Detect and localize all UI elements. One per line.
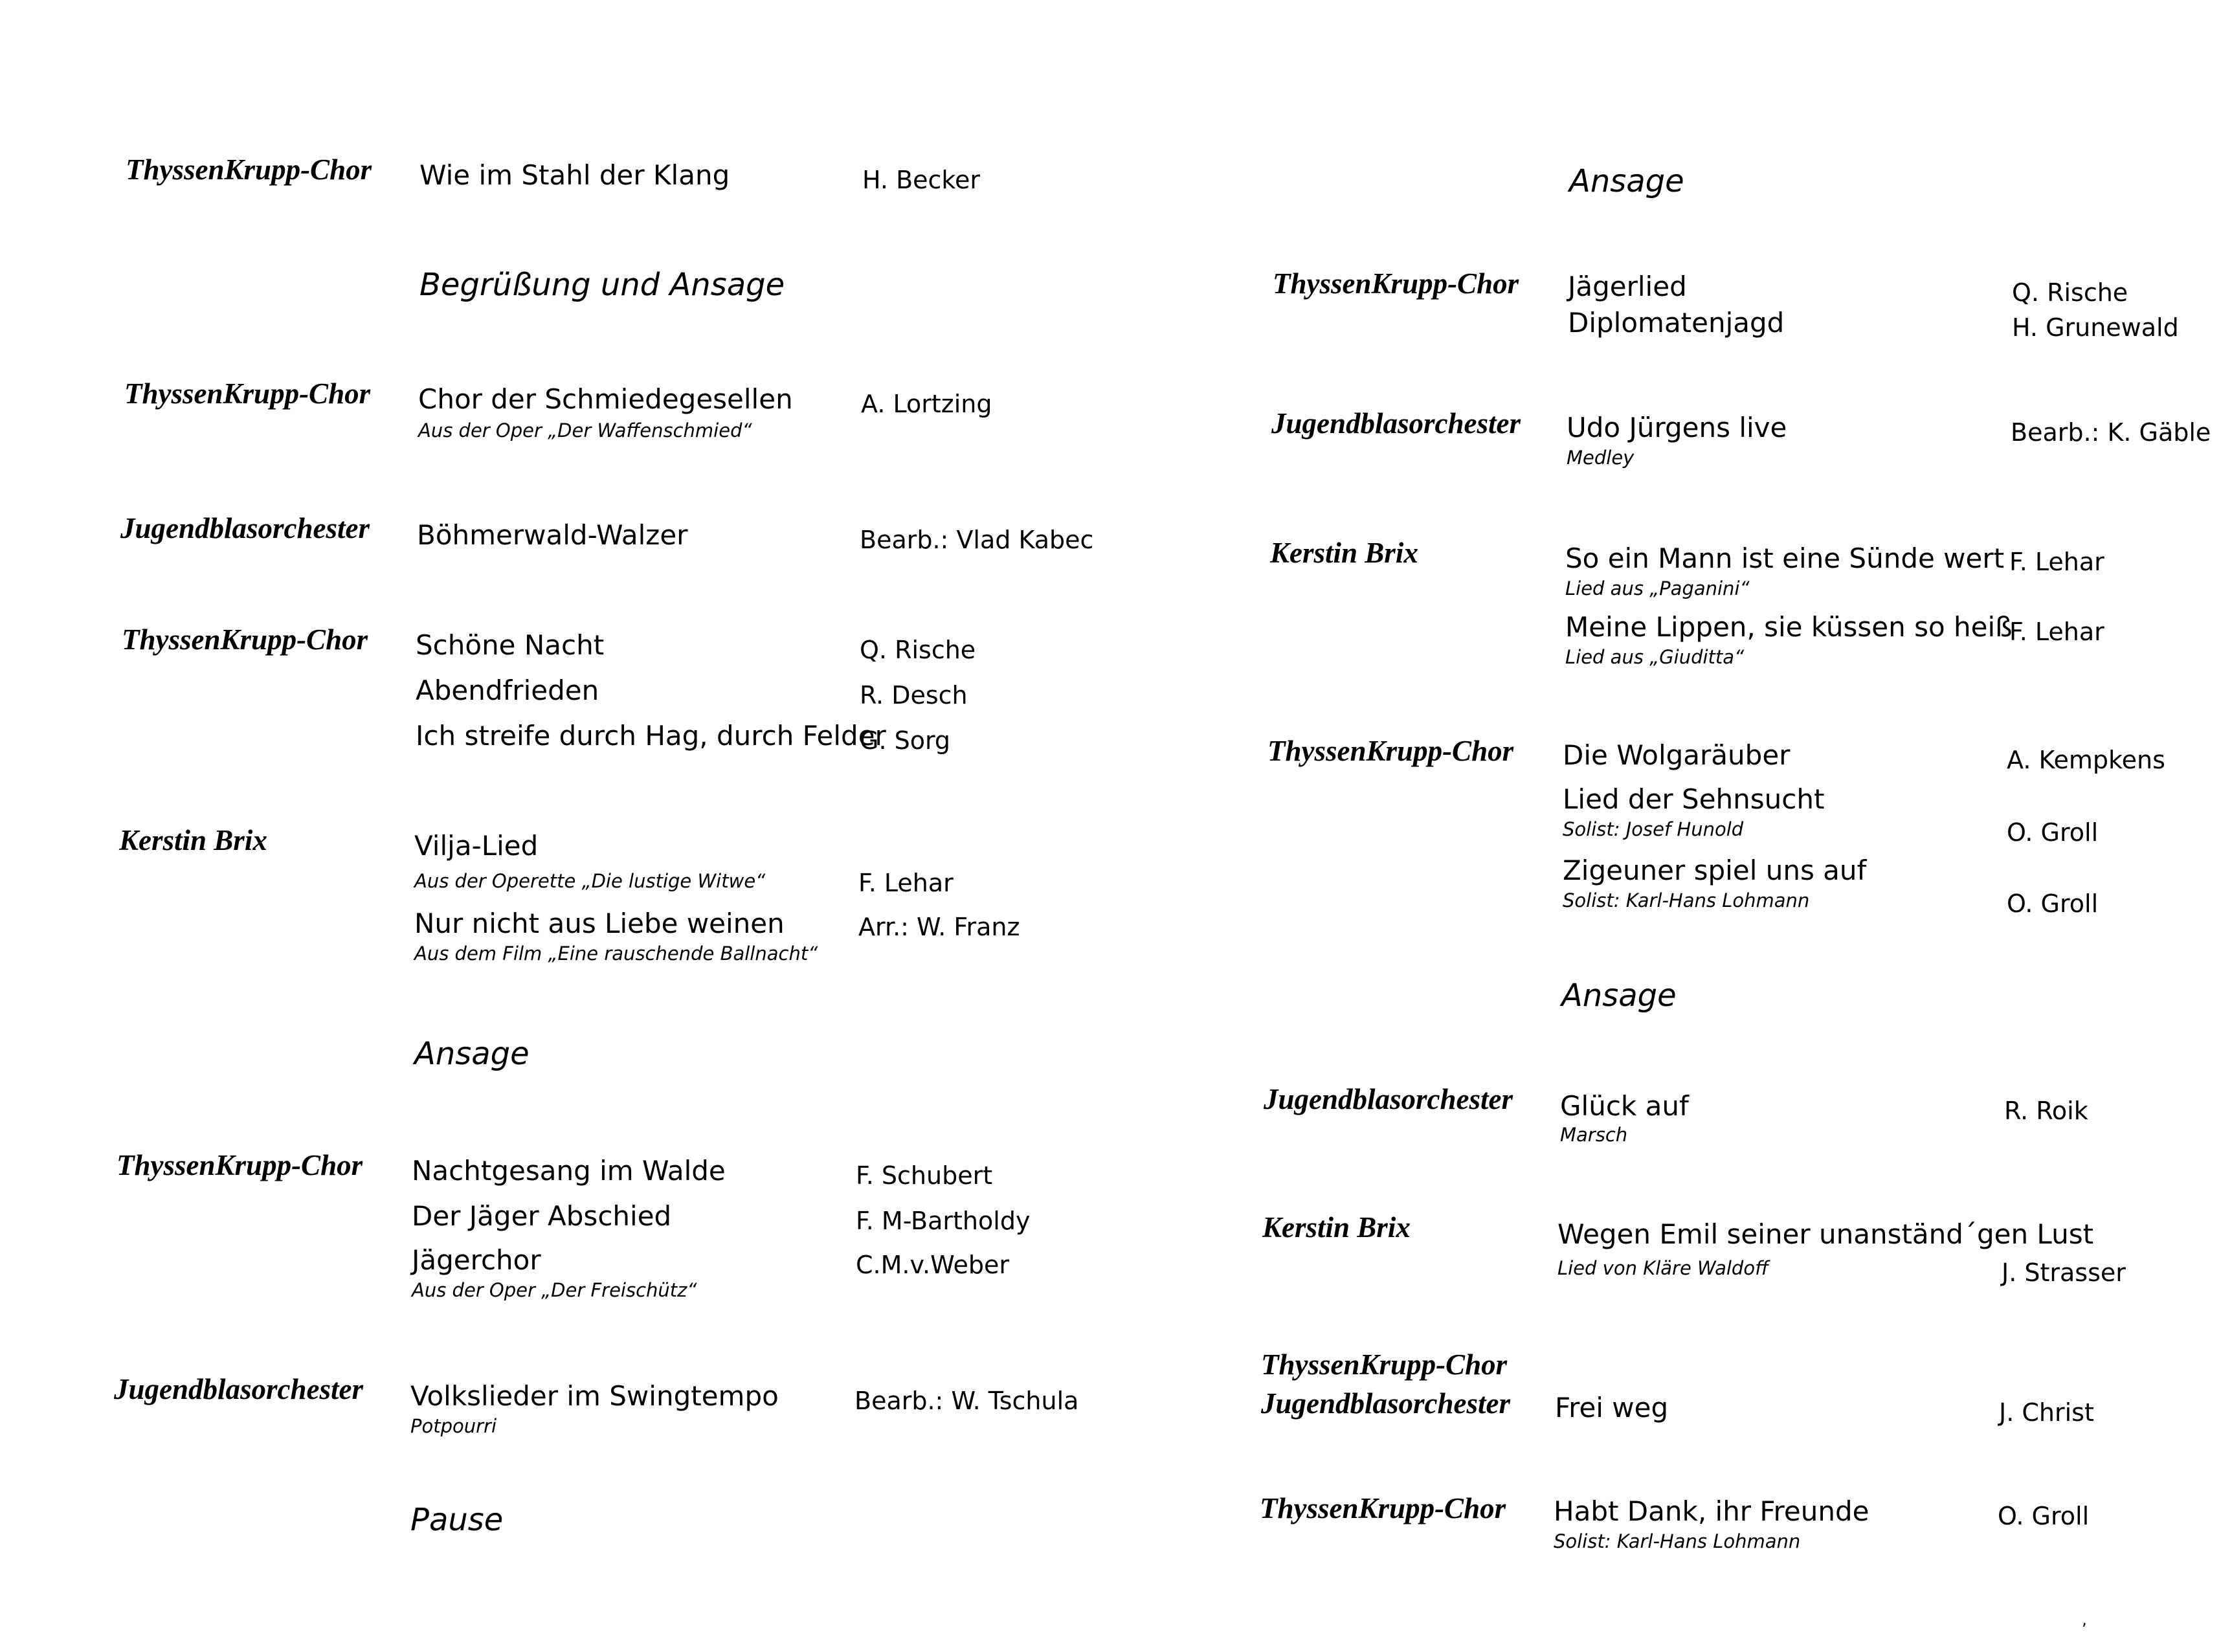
performer-label: Jugendblasorchester (1261, 1387, 1511, 1420)
piece-title: Schöne Nacht (416, 629, 605, 661)
piece-title: Jägerchor (412, 1244, 541, 1276)
piece-source: Aus der Oper „Der Freischütz“ (412, 1279, 697, 1301)
piece-title: Chor der Schmiedegesellen (418, 383, 793, 415)
announcement: Ansage (414, 1036, 530, 1072)
composer-name: R. Roik (2004, 1097, 2088, 1125)
composer-name: R. Desch (860, 681, 968, 709)
piece-title: Nur nicht aus Liebe weinen (414, 908, 785, 939)
performer-label: ThyssenKrupp-Chor (126, 153, 372, 186)
performer-label: Jugendblasorchester (1264, 1083, 1513, 1115)
composer-name: F. Lehar (2009, 618, 2104, 646)
performer-label: ThyssenKrupp-Chor (124, 377, 371, 410)
performer-label: ThyssenKrupp-Chor (117, 1149, 363, 1181)
composer-name: Q. Rische (2012, 278, 2128, 307)
composer-name: Bearb.: K. Gäble (2011, 418, 2211, 447)
piece-title: Die Wolgaräuber (1563, 739, 1791, 771)
piece-title: Jägerlied (1568, 271, 1687, 302)
piece-title: Der Jäger Abschied (412, 1200, 672, 1232)
piece-source: Aus dem Film „Eine rauschende Ballnacht“ (414, 943, 818, 965)
composer-name: Bearb.: W. Tschula (854, 1387, 1079, 1415)
composer-name: H. Grunewald (2012, 313, 2179, 342)
piece-title: Meine Lippen, sie küssen so heiß (1565, 611, 2013, 643)
performer-label: ThyssenKrupp-Chor (1273, 267, 1519, 300)
piece-title: Ich streife durch Hag, durch Felder (416, 720, 886, 752)
piece-source: Marsch (1560, 1124, 1628, 1146)
composer-name: J. Christ (1999, 1398, 2094, 1427)
performer-label: ThyssenKrupp-Chor (1267, 735, 1514, 767)
composer-name: H. Becker (862, 166, 981, 194)
piece-source: Lied aus „Paganini“ (1565, 577, 1750, 599)
piece-title: Lied der Sehnsucht (1563, 783, 1825, 815)
performer-label: ThyssenKrupp-Chor (1261, 1348, 1508, 1381)
composer-name: J. Strasser (2002, 1258, 2126, 1287)
composer-name: O. Groll (2007, 818, 2099, 847)
page-mark: ‚ (2082, 1611, 2087, 1629)
performer-label: Jugendblasorchester (120, 512, 370, 544)
composer-name: C.M.v.Weber (856, 1251, 1009, 1279)
composer-name: O. Groll (1998, 1502, 2090, 1530)
composer-name: Bearb.: Vlad Kabec (860, 526, 1094, 554)
piece-title: Vilja-Lied (414, 830, 539, 862)
piece-source: Solist: Josef Hunold (1563, 818, 1744, 840)
composer-name: O. Groll (2007, 889, 2099, 918)
piece-title: Wie im Stahl der Klang (419, 159, 730, 191)
piece-title: So ein Mann ist eine Sünde wert (1565, 542, 2005, 574)
piece-title: Glück auf (1560, 1090, 1689, 1122)
piece-title: Abendfrieden (416, 675, 599, 706)
performer-label: ThyssenKrupp-Chor (122, 623, 368, 656)
piece-source: Potpourri (410, 1415, 497, 1437)
piece-source: Aus der Oper „Der Waffenschmied“ (418, 419, 752, 441)
piece-title: Frei weg (1555, 1392, 1669, 1423)
piece-source: Solist: Karl-Hans Lohmann (1563, 889, 1810, 911)
piece-source: Lied aus „Giuditta“ (1565, 646, 1745, 668)
piece-title: Udo Jürgens live (1567, 412, 1787, 443)
performer-label: Kerstin Brix (1270, 537, 1418, 569)
composer-name: Arr.: W. Franz (858, 913, 1020, 941)
piece-title: Böhmerwald-Walzer (417, 519, 688, 551)
composer-name: F. M-Bartholdy (856, 1207, 1031, 1235)
announcement: Ansage (1561, 977, 1677, 1014)
performer-label: Jugendblasorchester (1271, 407, 1521, 440)
piece-title: Zigeuner spiel uns auf (1563, 854, 1867, 886)
piece-source: Lied von Kläre Waldoff (1557, 1257, 1769, 1279)
composer-name: F. Lehar (2009, 548, 2104, 576)
performer-label: Jugendblasorchester (114, 1373, 364, 1405)
piece-source: Aus der Operette „Die lustige Witwe“ (414, 870, 766, 892)
performer-label: Kerstin Brix (119, 824, 267, 856)
piece-title: Wegen Emil seiner unanständ´gen Lust (1557, 1218, 2094, 1250)
piece-title: Diplomatenjagd (1568, 307, 1785, 339)
piece-title: Habt Dank, ihr Freunde (1554, 1495, 1869, 1527)
announcement: Ansage (1569, 163, 1684, 199)
piece-title: Nachtgesang im Walde (412, 1155, 726, 1187)
composer-name: A. Lortzing (861, 390, 992, 418)
announcement: Begrüßung und Ansage (419, 267, 785, 303)
composer-name: F. Schubert (856, 1161, 993, 1190)
composer-name: Q. Rische (860, 636, 976, 664)
piece-source: Solist: Karl-Hans Lohmann (1554, 1530, 1801, 1552)
piece-title: Volkslieder im Swingtempo (410, 1380, 779, 1412)
announcement: Pause (410, 1502, 504, 1538)
composer-name: A. Kempkens (2007, 746, 2165, 774)
composer-name: F. Lehar (858, 869, 954, 897)
performer-label: Kerstin Brix (1262, 1211, 1411, 1244)
composer-name: G. Sorg (860, 726, 951, 755)
piece-source: Medley (1567, 447, 1635, 469)
performer-label: ThyssenKrupp-Chor (1260, 1492, 1506, 1524)
